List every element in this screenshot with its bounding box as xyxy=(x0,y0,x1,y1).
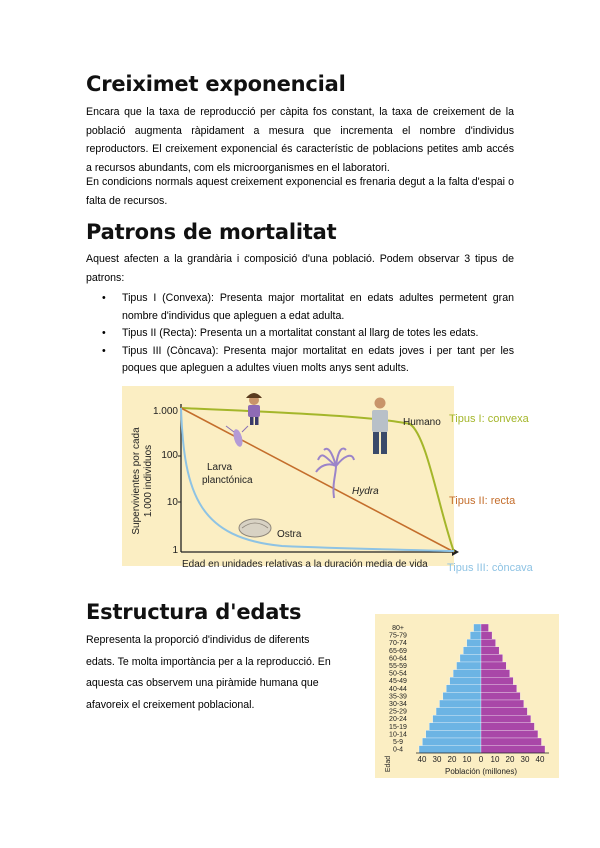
section-title-mortality: Patrons de mortalitat xyxy=(86,220,337,244)
mortality-bullet-list xyxy=(102,290,514,378)
pyramid-female-bar xyxy=(481,632,492,640)
side-label-type2: Tipus II: recta xyxy=(449,495,516,507)
female-tick-30: 30 xyxy=(520,755,530,764)
pyramid-male-bar xyxy=(443,692,481,700)
pyramid-male-bar xyxy=(446,685,481,693)
pyramid-female-bar xyxy=(481,624,489,632)
pyramid-x-axis-label: Población (millones) xyxy=(444,767,518,776)
pyramid-male-bar xyxy=(460,654,481,662)
age-group-label: 25-29 xyxy=(389,708,407,716)
section-title-age-structure: Estructura d'edats xyxy=(86,600,302,624)
age-group-label: 45-49 xyxy=(389,678,407,686)
bullet-type1: • Tipus I (Convexa): Presenta major mortalitat en edats adultes permetent gran nombre d'individus que apleguen a edat adulta. xyxy=(102,290,514,325)
pyramid-male-bar xyxy=(463,647,481,655)
pyramid-female-bar xyxy=(481,700,524,708)
pyramid-male-bar xyxy=(419,746,481,754)
pyramid-male-bar xyxy=(433,715,481,723)
age-group-label: 80+ xyxy=(392,625,404,632)
paragraph-exponential-1: Encara que la taxa de reproducció per càpita fos constant, la taxa de creixement de la població augmenta ràpidament a mesura que incrementa el nombre d'individus reproductors. El creixement exponencial és característic de poblacions petites amb accés a recursos abundants, com els microorganismes en el laboratori. xyxy=(86,106,514,174)
age-group-label: 10-14 xyxy=(389,731,407,739)
pyramid-female-bar xyxy=(481,723,534,731)
male-tick-10: 10 xyxy=(462,755,472,764)
oyster-illustration xyxy=(239,519,271,537)
age-group-label: 30-34 xyxy=(389,701,407,708)
female-tick-10: 10 xyxy=(490,755,500,764)
tick-0: 0 xyxy=(478,755,484,764)
bullet-type3: • Tipus III (Còncava): Presenta major mortalitat en edats joves i per tant per les poques que apleguen a adultes viuen molts anys sent adults. xyxy=(102,343,514,378)
age-group-label: 65-69 xyxy=(389,647,407,655)
pyramid-male-bar xyxy=(429,723,481,731)
male-tick-20: 20 xyxy=(447,755,457,764)
side-label-type1: Tipus I: convexa xyxy=(449,413,529,425)
pyramid-female-bar xyxy=(481,677,513,685)
age-group-label: 40-44 xyxy=(389,685,407,693)
female-tick-20: 20 xyxy=(505,755,515,764)
male-tick-30: 30 xyxy=(432,755,442,764)
y-tick-10: 10 xyxy=(166,497,178,508)
y-tick-1: 1 xyxy=(172,545,178,556)
pyramid-female-bar xyxy=(481,730,538,738)
pyramid-female-bar xyxy=(481,692,520,700)
age-group-label: 60-64 xyxy=(389,655,407,663)
section-title-exponential: Creiximet exponencial xyxy=(86,72,346,96)
pyramid-female-bar xyxy=(481,670,510,678)
paragraph-exponential-2: En condicions normals aquest creixement exponencial es frenaria degut a la falta d'espai o falta de recursos. xyxy=(86,176,514,207)
pyramid-female-bar xyxy=(481,647,499,655)
pyramid-male-bar xyxy=(457,662,481,670)
y-tick-100: 100 xyxy=(161,450,178,461)
age-group-label: 50-54 xyxy=(389,670,407,678)
y-axis-label-line1: Supervivientes por cada xyxy=(131,427,142,535)
pyramid-male-bar xyxy=(439,700,481,708)
pyramid-male-bar xyxy=(436,708,481,716)
pyramid-male-bar xyxy=(426,730,481,738)
male-tick-40: 40 xyxy=(417,755,427,764)
pyramid-female-bar xyxy=(481,685,517,693)
pyramid-female-bar xyxy=(481,738,541,746)
pyramid-female-bar xyxy=(481,639,496,647)
pyramid-male-bar xyxy=(450,677,481,685)
label-larva-line2: planctónica xyxy=(202,475,253,486)
pyramid-female-bar xyxy=(481,708,527,716)
pyramid-male-bar xyxy=(474,624,481,632)
age-group-label: 55-59 xyxy=(389,663,407,670)
label-human: Humano xyxy=(403,417,441,428)
label-oyster: Ostra xyxy=(277,529,302,540)
pyramid-female-bar xyxy=(481,662,506,670)
paragraph-age-structure: Representa la proporció d'individus de diferents edats. Te molta importància per a la reproducció. En aquesta cas observem una piràmide humana que afavoreix el creixement poblacional. xyxy=(86,634,331,711)
bullet-type2: • Tipus II (Recta): Presenta un a mortalitat constant al llarg de totes les edats. xyxy=(102,325,514,343)
pyramid-y-axis-label: Edad xyxy=(385,755,392,773)
age-group-label: 20-24 xyxy=(389,716,407,724)
pyramid-male-bar xyxy=(422,738,481,746)
y-axis-label-line2: 1.000 individuos xyxy=(143,444,154,518)
age-group-label: 70-74 xyxy=(389,640,407,648)
x-axis-label: Edad en unidades relativas a la duración media de vida xyxy=(182,559,428,570)
population-pyramid-figure xyxy=(375,614,559,778)
label-larva-line1: Larva xyxy=(207,462,233,473)
age-group-label: 35-39 xyxy=(389,693,407,701)
age-group-label: 15-19 xyxy=(389,723,407,731)
female-tick-40: 40 xyxy=(535,755,545,764)
side-label-type3: Tipus III: còncava xyxy=(447,562,533,574)
pyramid-male-bar xyxy=(467,639,481,647)
pyramid-female-bar xyxy=(481,715,531,723)
age-group-label: 0-4 xyxy=(392,746,404,754)
pyramid-male-bar xyxy=(453,670,481,678)
survivorship-curve-figure xyxy=(122,386,548,578)
pyramid-female-bar xyxy=(481,654,503,662)
pyramid-male-bar xyxy=(470,632,481,640)
age-group-label: 75-79 xyxy=(389,632,407,640)
pyramid-female-bar xyxy=(481,746,545,754)
age-group-label: 5-9 xyxy=(392,739,404,746)
paragraph-mortality-intro: Aquest afecten a la grandària i composició d'una població. Podem observar 3 tipus de patrons: xyxy=(86,253,514,284)
label-hydra: Hydra xyxy=(352,486,379,497)
y-tick-1000: 1.000 xyxy=(152,406,178,417)
